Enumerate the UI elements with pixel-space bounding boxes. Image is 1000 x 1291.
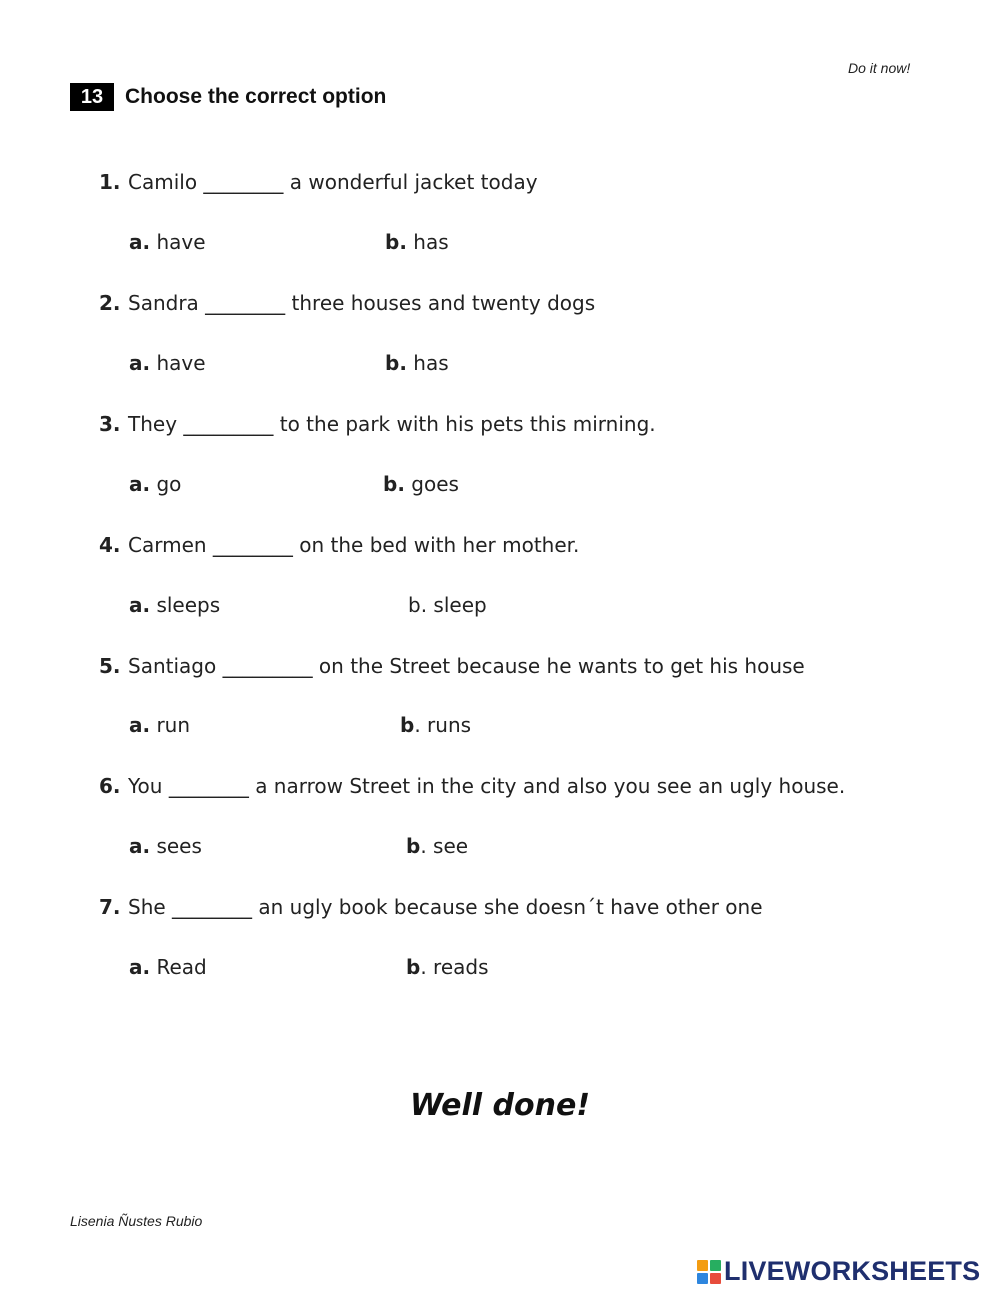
logo-square — [710, 1273, 721, 1284]
option-text: run — [150, 713, 191, 737]
question-4-option-a[interactable] — [129, 592, 220, 618]
question-3-option-b[interactable] — [383, 471, 459, 497]
question-number: 7. — [99, 895, 121, 919]
option-text: . see — [420, 834, 469, 858]
question-1-option-a[interactable] — [129, 229, 206, 255]
question-number: 6. — [99, 774, 121, 798]
question-5-option-a[interactable] — [129, 712, 190, 738]
question-text: Carmen ________ on the bed with her mother. — [128, 533, 580, 557]
well-done-message: Well done! — [410, 1088, 590, 1123]
question-4 — [99, 532, 579, 558]
question-4-option-b[interactable] — [408, 592, 487, 618]
option-letter: b — [406, 955, 421, 979]
question-6-option-b[interactable] — [406, 833, 468, 859]
question-3 — [99, 411, 656, 437]
option-letter: a. — [129, 230, 151, 254]
question-number: 2. — [99, 291, 121, 315]
logo-square — [710, 1260, 721, 1271]
option-letter: a. — [129, 593, 151, 617]
option-letter: a. — [129, 834, 151, 858]
option-letter: b. — [383, 472, 405, 496]
question-2 — [99, 290, 595, 316]
option-text: go — [150, 472, 182, 496]
liveworksheets-logo — [697, 1256, 980, 1287]
question-text: Santiago _________ on the Street because he wants to get his house — [128, 654, 805, 678]
author-name: Lisenia Ñustes Rubio — [70, 1213, 203, 1229]
question-number: 5. — [99, 654, 121, 678]
liveworksheets-logo-icon — [697, 1260, 721, 1284]
do-it-now-note: Do it now! — [848, 60, 911, 76]
question-7-option-a[interactable] — [129, 954, 207, 980]
question-number: 4. — [99, 533, 121, 557]
option-text: . reads — [420, 955, 489, 979]
option-letter: b — [400, 713, 415, 737]
option-text: sleeps — [150, 593, 221, 617]
section-title: Choose the correct option — [125, 85, 387, 108]
question-3-option-a[interactable] — [129, 471, 181, 497]
question-7 — [99, 894, 763, 920]
logo-square — [697, 1273, 708, 1284]
option-text: has — [406, 351, 449, 375]
option-letter: b. — [385, 230, 407, 254]
option-letter: b. — [385, 351, 407, 375]
question-2-option-a[interactable] — [129, 350, 206, 376]
option-text: have — [150, 230, 206, 254]
question-number: 3. — [99, 412, 121, 436]
option-text: Read — [150, 955, 207, 979]
option-text: goes — [404, 472, 459, 496]
option-text: sees — [150, 834, 202, 858]
option-letter: b — [406, 834, 421, 858]
section-number-badge: 13 — [70, 83, 114, 111]
option-text: have — [150, 351, 206, 375]
question-text: They _________ to the park with his pets this mirning. — [128, 412, 656, 436]
option-letter: a. — [129, 351, 151, 375]
question-text: Sandra ________ three houses and twenty dogs — [128, 291, 596, 315]
question-1 — [99, 169, 538, 195]
question-5 — [99, 653, 805, 679]
option-letter: a. — [129, 713, 151, 737]
option-text: has — [406, 230, 449, 254]
option-letter: a. — [129, 472, 151, 496]
question-text: She ________ an ugly book because she doesn´t have other one — [128, 895, 763, 919]
question-1-option-b[interactable] — [385, 229, 449, 255]
question-6 — [99, 773, 845, 799]
question-6-option-a[interactable] — [129, 833, 202, 859]
question-number: 1. — [99, 170, 121, 194]
option-text: b. sleep — [408, 593, 487, 617]
question-text: You ________ a narrow Street in the city and also you see an ugly house. — [128, 774, 846, 798]
question-5-option-b[interactable] — [400, 712, 471, 738]
logo-square — [697, 1260, 708, 1271]
option-letter: a. — [129, 955, 151, 979]
option-text: . runs — [414, 713, 472, 737]
question-2-option-b[interactable] — [385, 350, 449, 376]
liveworksheets-logo-text: LIVEWORKSHEETS — [724, 1256, 981, 1286]
question-7-option-b[interactable] — [406, 954, 489, 980]
question-text: Camilo ________ a wonderful jacket today — [128, 170, 538, 194]
